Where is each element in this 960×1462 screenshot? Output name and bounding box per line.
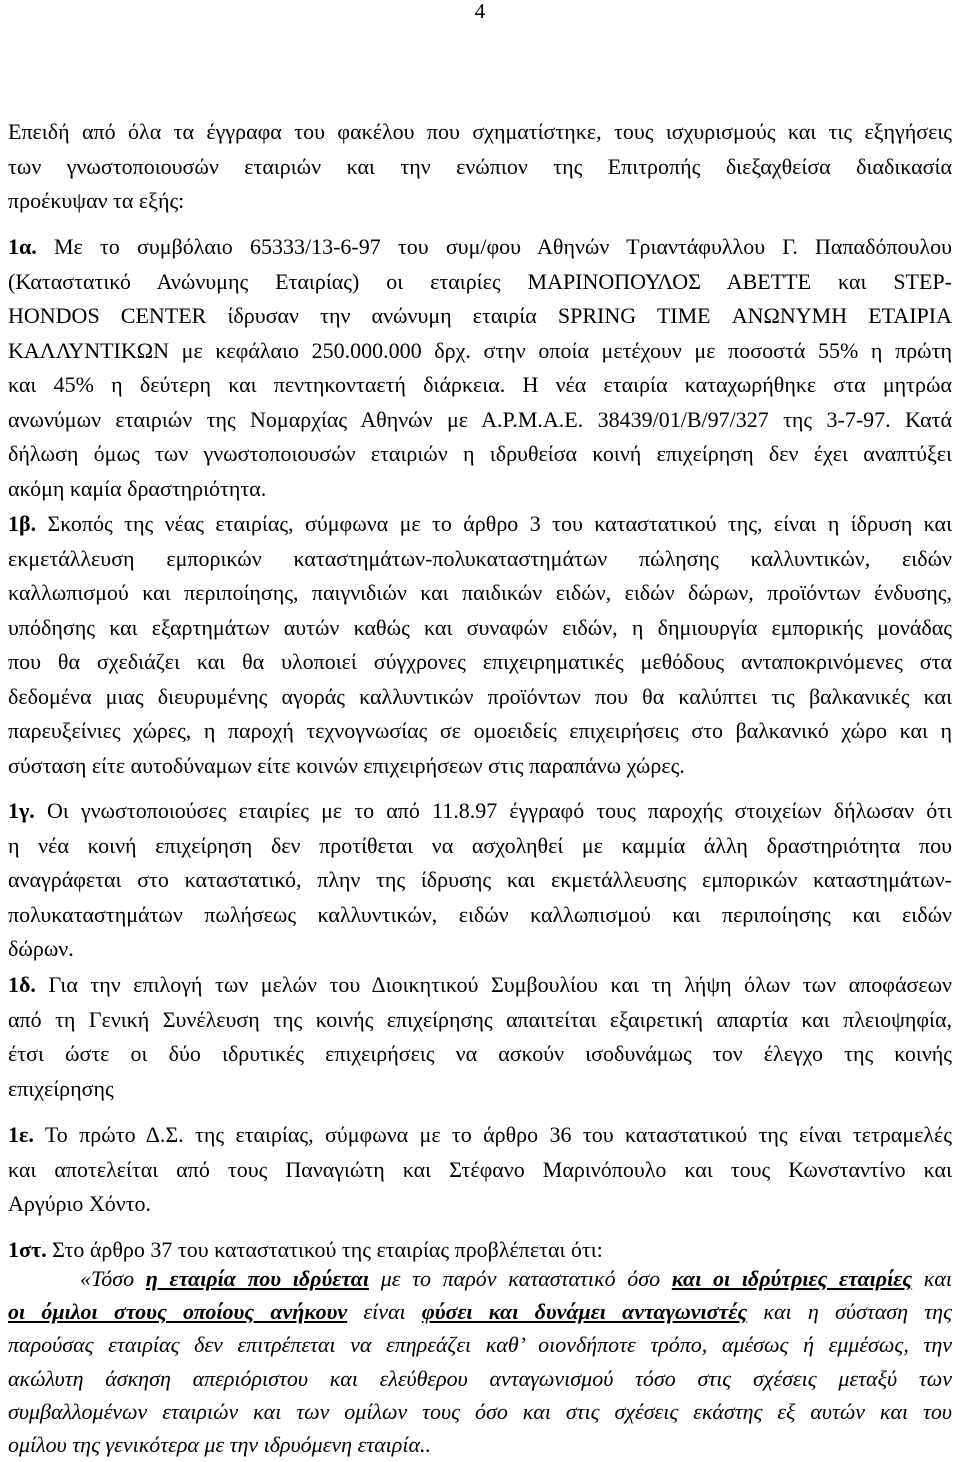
quote-line: παρούσας εταιρίας δεν επιτρέπεται να επηρεάζει καθ’ οιονδήποτε τρόπο, αμέσως ή εμμέσως, την — [8, 1332, 952, 1358]
paragraph-1b — [8, 507, 952, 783]
text-run: με το παρόν καταστατικό όσο — [380, 1266, 661, 1291]
paragraph-1c — [8, 794, 952, 967]
emphasis-run: η εταιρία που ιδρύεται — [145, 1266, 370, 1291]
paragraph-label: 1ε. — [8, 1122, 34, 1147]
quote-line: ομίλου της γενικότερα με την ιδρυόμενη εταιρία.. — [8, 1431, 431, 1457]
text-run: Το πρώτο Δ.Σ. της εταιρίας, σύμφωνα με το άρθρο 36 του καταστατικού της είναι τετραμελές — [44, 1122, 952, 1147]
text-line: υπόδησης και εξαρτημάτων αυτών καθώς και συναφών ειδών, η δημιουργία εμπορικής μονάδας — [8, 614, 952, 640]
text-line: εκμετάλλευση εμπορικών καταστημάτων-πολυκαταστημάτων πώλησης καλλυντικών, ειδών — [8, 545, 952, 571]
text-run: Στο άρθρο 37 του καταστατικού της εταιρίας προβλέπεται ότι: — [52, 1237, 603, 1262]
text-line: δήλωση όμως των γνωστοποιουσών εταιριών η ιδρυθείσα κοινή επιχείρηση δεν έχει αναπτύξει — [8, 441, 952, 466]
paragraph-label: 1β. — [8, 511, 37, 536]
text-run: και — [923, 1266, 952, 1291]
text-line: και αποτελείται από τους Παναγιώτη και Στέφανο Μαρινόπουλο και τους Κωνσταντίνο και — [8, 1156, 952, 1182]
paragraph-1e — [8, 1118, 952, 1222]
text-line — [8, 968, 952, 1003]
quote-line: συμβαλλομένων εταιριών και των ομίλων τους όσο και στις σχέσεις εκάστης εξ αυτών και του — [8, 1398, 952, 1424]
paragraph-label: 1γ. — [8, 798, 35, 823]
article-quote — [8, 1262, 952, 1461]
text-line: ανωνύμων εταιριών της Νομαρχίας Αθηνών με Α.Ρ.Μ.Α.Ε. 38439/01/Β/97/327 της 3-7-97. Κατά — [8, 406, 952, 432]
paragraph-1a — [8, 230, 952, 506]
text-run: είναι — [363, 1299, 406, 1325]
text-line: Αργύριο Χόντο. — [8, 1191, 152, 1216]
text-line: η νέα κοινή επιχείρηση δεν προτίθεται να ασχοληθεί με καμμία άλλη δραστηριότητα που — [8, 832, 952, 858]
emphasis-run: και οι ιδρύτριες εταιρίες — [671, 1266, 913, 1291]
text-line: ΚΑΛΛΥΝΤΙΚΩΝ με κεφάλαιο 250.000.000 δρχ. στην οποία μετέχουν με ποσοστά 55% η πρώτη — [8, 337, 952, 363]
page-number: 4 — [474, 0, 486, 23]
paragraph-label: 1στ. — [8, 1237, 47, 1262]
text-line: (Καταστατικό Ανώνυμης Εταιρίας) οι εταιρίες ΜΑΡΙΝΟΠΟΥΛΟΣ ΑΒΕΤΤΕ και STEP- — [8, 268, 952, 294]
text-line: Επειδή από όλα τα έγγραφα του φακέλου που σχηματίστηκε, τους ισχυρισμούς και τις εξηγήσεις — [8, 119, 952, 144]
text-line: και 45% η δεύτερη και πεντηκονταετή διάρκεια. Η νέα εταιρία καταχωρήθηκε στα μητρώα — [8, 372, 952, 397]
text-line: HONDOS CENTER ίδρυσαν την ανώνυμη εταιρία SPRING TIME ΑΝΩΝΥΜΗ ΕΤΑΙΡΙΑ — [8, 303, 952, 328]
paragraph-1d — [8, 968, 952, 1106]
text-line — [8, 230, 952, 265]
text-line: σύσταση είτε αυτοδύναμων είτε κοινών επιχειρήσεων στις παραπάνω χώρες. — [8, 752, 685, 778]
text-line — [8, 794, 952, 829]
paragraph-intro — [8, 115, 952, 219]
quote-line — [8, 1295, 952, 1328]
text-run: Οι γνωστοποιούσες εταιρίες με το από 11.8.97 έγγραφό τους παροχής στοιχείων δήλωσαν ότι — [46, 798, 953, 823]
text-line: καλλωπισμού και περιποίησης, παιγνιδιών και παιδικών ειδών, ειδών δώρων, προϊόντων ένδυσης, — [8, 580, 952, 605]
text-run: Για την επιλογή των μελών του Διοικητικού Συμβουλίου και τη λήψη όλων των αποφάσεων — [48, 972, 952, 997]
text-line: πολυκαταστημάτων πωλήσεως καλλυντικών, ειδών καλλωπισμού και περιποίησης και ειδών — [8, 901, 952, 927]
paragraph-label: 1δ. — [8, 972, 36, 997]
text-line: αναγράφεται στο καταστατικό, πλην της ίδρυσης και εκμετάλλευσης εμπορικών καταστημάτων- — [8, 867, 952, 892]
text-line: που θα σχεδιάζει και θα υλοποιεί σύγχρονες επιχειρηματικές μεθόδους ανταποκρινόμενες στα — [8, 649, 952, 674]
text-run: «Τόσο — [80, 1266, 135, 1291]
paragraph-label: 1α. — [8, 234, 37, 259]
emphasis-run: οι όμιλοι στους οποίους ανήκουν — [8, 1299, 348, 1325]
text-run: Με το συμβόλαιο 65333/13-6-97 του συμ/φου Αθηνών Τριαντάφυλλου Γ. Παπαδόπουλου — [53, 234, 953, 259]
text-run: και η σύσταση της — [763, 1299, 953, 1325]
text-line: δεδομένα μιας διευρυμένης αγοράς καλλυντικών προϊόντων που θα καλύπτει τις βαλκανικές και — [8, 683, 952, 709]
text-line: προέκυψαν τα εξής: — [8, 188, 185, 213]
text-line — [8, 1118, 952, 1153]
text-line: παρευξείνιες χώρες, η παροχή τεχνογνωσίας σε ομοειδείς επιχειρήσεις στο βαλκανικό χώρο και η — [8, 718, 952, 743]
text-line: δώρων. — [8, 936, 74, 961]
text-line: των γνωστοποιουσών εταιριών και την ενώπιον της Επιτροπής διεξαχθείσα διαδικασία — [8, 153, 952, 179]
text-line: ακόμη καμία δραστηριότητα. — [8, 475, 267, 501]
text-run: Σκοπός της νέας εταιρίας, σύμφωνα με το άρθρο 3 του καταστατικού της, είναι η ίδρυση και — [47, 511, 952, 536]
text-line: επιχείρησης — [8, 1075, 114, 1101]
text-line: από τη Γενική Συνέλευση της κοινής επιχείρησης απαιτείται εξαιρετική απαρτία και πλειοψηφία, — [8, 1006, 952, 1032]
text-line — [8, 507, 952, 542]
quote-line — [8, 1262, 952, 1295]
text-line: έτσι ώστε οι δύο ιδρυτικές επιχειρήσεις να ασκούν ισοδυνάμως τον έλεγχο της κοινής — [8, 1041, 952, 1066]
quote-line: ακώλυτη άσκηση απεριόριστου και ελεύθερου ανταγωνισμού τόσο στις σχέσεις μεταξύ των — [8, 1365, 952, 1391]
emphasis-run: φύσει και δυνάμει ανταγωνιστές — [421, 1299, 748, 1325]
